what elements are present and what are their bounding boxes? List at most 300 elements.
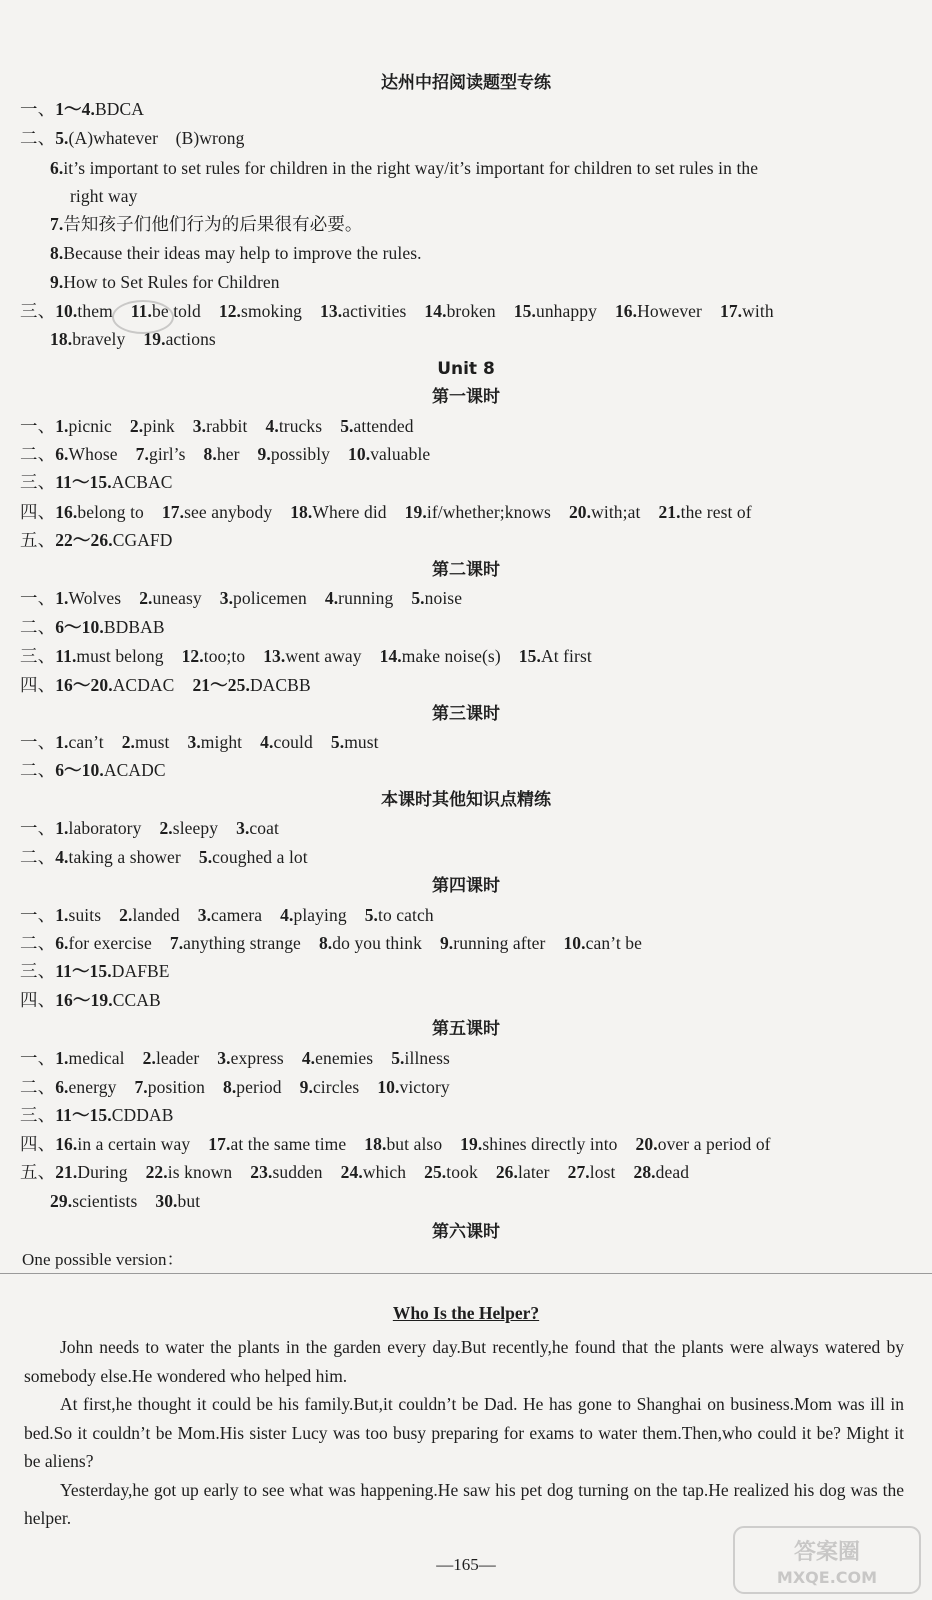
answer-item: [55, 846, 181, 868]
watermark-logo: [732, 1525, 922, 1595]
answer-text: attended: [353, 416, 414, 436]
answer-item: [55, 616, 164, 638]
section-prefix: 五、: [20, 530, 56, 550]
answer-text: DACBB: [249, 675, 311, 695]
answer-item: [55, 645, 163, 667]
answer-text: can’t be: [585, 933, 642, 953]
answer-text: girl’s: [148, 444, 186, 464]
answer-text: express: [230, 1048, 284, 1068]
answer-item: [134, 1076, 205, 1098]
question-number: 10.: [563, 933, 586, 953]
question-number: 12.: [181, 646, 204, 666]
question-number: 8.: [50, 243, 64, 263]
answer-line: [50, 157, 758, 179]
answer-item: [348, 443, 430, 465]
answer-item: [55, 1133, 190, 1155]
answer-item: [50, 242, 422, 264]
question-number: 20.: [635, 1134, 658, 1154]
question-number: 4.: [265, 416, 279, 436]
lesson-title: 第六课时: [432, 1222, 500, 1242]
question-number: 5.: [411, 588, 425, 608]
section-prefix: 一、: [20, 905, 56, 925]
question-number: 17.: [208, 1134, 231, 1154]
question-number: 4.: [280, 905, 294, 925]
answer-line: [20, 960, 170, 982]
answer-item: [302, 1047, 373, 1069]
answer-text: trucks: [278, 416, 323, 436]
question-number: 5.: [391, 1048, 405, 1068]
answer-item: [217, 1047, 284, 1069]
answer-item: [460, 1133, 617, 1155]
answer-line: [50, 242, 422, 264]
answer-item: [55, 98, 144, 120]
answer-text: with;at: [591, 502, 641, 522]
question-number: 5.: [364, 905, 379, 925]
answer-item: [265, 415, 322, 437]
answer-item: [55, 817, 141, 839]
answer-text: sleepy: [172, 818, 219, 838]
question-number: 19.: [404, 502, 427, 522]
answer-line: [50, 213, 363, 235]
answer-text: laboratory: [68, 818, 142, 838]
answer-text: Where did: [312, 502, 387, 522]
answer-item: [496, 1161, 550, 1183]
section-prefix: 一、: [20, 588, 56, 608]
answer-text: taking a shower: [68, 847, 181, 867]
question-number: 3.: [217, 1048, 231, 1068]
answer-item: [139, 587, 202, 609]
answer-text: At first: [540, 646, 592, 666]
question-number: 6.: [55, 1077, 69, 1097]
answer-item: [258, 443, 330, 465]
answer-text: dead: [655, 1162, 690, 1182]
answer-item: [50, 157, 758, 179]
question-number: 21.: [55, 1162, 78, 1182]
answer-text: ACBAC: [111, 472, 173, 492]
answer-item: [220, 587, 307, 609]
question-number: 19.: [460, 1134, 483, 1154]
question-number: 11～15.: [55, 472, 112, 492]
answer-line: [20, 817, 279, 839]
answer-text: period: [236, 1077, 282, 1097]
answer-text: later: [518, 1162, 550, 1182]
answer-text: at the same time: [230, 1134, 347, 1154]
answer-item: [341, 1161, 406, 1183]
question-number: 21～25.: [192, 675, 250, 695]
answer-text: medical: [68, 1048, 125, 1068]
answer-text: make noise(s): [401, 646, 501, 666]
question-number: 2.: [121, 732, 136, 752]
answer-item: [70, 185, 137, 207]
answer-line: [50, 271, 280, 293]
answer-text: Whose: [68, 444, 118, 464]
question-number: 9.: [50, 272, 64, 292]
answer-line: [20, 932, 642, 954]
answer-item: [199, 846, 308, 868]
lesson-title: 第四课时: [432, 876, 500, 896]
answer-text: which: [362, 1162, 407, 1182]
question-number: 23.: [250, 1162, 273, 1182]
question-number: 8.: [203, 444, 217, 464]
answer-item: [130, 415, 175, 437]
answer-text: BDBAB: [103, 617, 165, 637]
answer-line: [20, 587, 462, 609]
answer-text: camera: [211, 905, 263, 925]
answer-text: belong to: [77, 502, 144, 522]
answer-line: [20, 616, 165, 638]
question-number: 4.: [260, 732, 274, 752]
answer-item: [55, 587, 121, 609]
answer-item: [636, 1133, 771, 1155]
answer-text: must: [344, 732, 379, 752]
section-prefix: 四、: [20, 502, 56, 522]
answer-text: sudden: [272, 1162, 323, 1182]
question-number: 28.: [633, 1162, 656, 1182]
answer-line: [20, 846, 308, 868]
question-number: 1.: [55, 1048, 69, 1068]
section-prefix: 一、: [20, 99, 56, 119]
essay-title: Who Is the Helper?: [392, 1303, 540, 1323]
question-number: 9.: [299, 1077, 313, 1097]
answer-item: [198, 904, 262, 926]
answer-item: [55, 1076, 116, 1098]
question-number: 17.: [161, 502, 185, 522]
answer-item: [219, 300, 302, 322]
answer-text: uneasy: [152, 588, 202, 608]
answer-item: [615, 300, 702, 322]
answer-text: enemies: [315, 1048, 374, 1068]
answer-text: suits: [68, 905, 102, 925]
answer-item: [320, 300, 406, 322]
answer-text: be told: [152, 301, 201, 321]
answer-item: [411, 587, 462, 609]
answer-text: rabbit: [206, 416, 248, 436]
answer-item: [204, 443, 240, 465]
answer-text: must belong: [76, 646, 164, 666]
question-number: 5.: [330, 732, 345, 752]
section-prefix: 二、: [20, 847, 56, 867]
answer-text: too;to: [203, 646, 246, 666]
question-number: 30.: [155, 1191, 178, 1211]
question-number: 3.: [192, 416, 207, 436]
answer-item: [331, 731, 379, 753]
question-number: 4.: [324, 588, 339, 608]
answer-item: [50, 328, 125, 350]
lesson-title: 第三课时: [432, 704, 500, 724]
answer-item: [325, 587, 393, 609]
answer-item: [263, 645, 361, 667]
answer-text: Wolves: [68, 588, 122, 608]
answer-text: coughed a lot: [212, 847, 308, 867]
answer-item: [633, 1161, 689, 1183]
answer-item: [55, 989, 161, 1011]
answer-text: circles: [312, 1077, 360, 1097]
answer-text: 告知孩子们他们行为的后果很有必要。: [63, 214, 363, 234]
question-number: 14.: [379, 646, 402, 666]
answer-item: [300, 1076, 360, 1098]
answer-text: anything strange: [183, 933, 301, 953]
answer-item: [658, 501, 751, 523]
question-number: 11.: [130, 301, 153, 321]
answer-line: [70, 185, 137, 207]
answer-item: [55, 731, 104, 753]
answer-line: [20, 904, 434, 926]
question-number: 11～15.: [55, 1105, 112, 1125]
question-number: 6～10.: [55, 760, 104, 780]
answer-line: [20, 471, 173, 493]
answer-text: CCAB: [112, 990, 161, 1010]
answer-item: [250, 1161, 322, 1183]
question-number: 1.: [55, 905, 69, 925]
question-number: 7.: [134, 1077, 148, 1097]
question-number: 10.: [377, 1077, 400, 1097]
question-number: 10.: [348, 444, 371, 464]
question-number: 29.: [50, 1191, 73, 1211]
answer-text: energy: [68, 1077, 117, 1097]
question-number: 7.: [169, 933, 184, 953]
answer-item: [377, 1076, 449, 1098]
answer-item: [122, 731, 170, 753]
answer-line: [20, 1076, 450, 1098]
question-number: 1.: [55, 416, 69, 436]
answer-line: [20, 645, 592, 667]
answer-text: took: [446, 1162, 478, 1182]
answer-line: [20, 98, 144, 120]
question-number: 1.: [55, 588, 69, 608]
lesson-title: 本课时其他知识点精练: [381, 790, 551, 810]
question-number: 10.: [55, 301, 78, 321]
answer-item: [55, 529, 172, 551]
divider-line: [0, 1273, 932, 1274]
answer-line: [20, 1047, 450, 1069]
answer-line: [20, 759, 166, 781]
answer-text: ACDAC: [112, 675, 175, 695]
answer-text: landed: [132, 905, 180, 925]
answer-item: [50, 213, 363, 235]
question-number: 9.: [439, 933, 454, 953]
section-prefix: 一、: [20, 732, 56, 752]
question-number: 15.: [518, 646, 541, 666]
answer-item: [55, 960, 169, 982]
question-number: 3.: [236, 818, 250, 838]
answer-text: over a period of: [657, 1134, 771, 1154]
question-number: 3.: [219, 588, 234, 608]
answer-text: leader: [155, 1048, 200, 1068]
answer-line: [20, 127, 245, 149]
answer-text: must: [135, 732, 170, 752]
answer-item: [260, 731, 313, 753]
lesson-title: 第二课时: [432, 560, 500, 580]
answer-text: victory: [399, 1077, 450, 1097]
answer-text: BDCA: [94, 99, 145, 119]
section-prefix: 三、: [20, 961, 56, 981]
section-prefix: 三、: [20, 301, 56, 321]
answer-item: [55, 1104, 173, 1126]
answer-item: [55, 904, 101, 926]
section-prefix: 一、: [20, 1048, 56, 1068]
answer-text: policemen: [233, 588, 307, 608]
answer-text: with: [742, 301, 774, 321]
answer-text: do you think: [332, 933, 422, 953]
answer-text: actions: [165, 329, 216, 349]
answer-text: unhappy: [535, 301, 597, 321]
question-number: 18.: [50, 329, 73, 349]
answer-text: broken: [446, 301, 496, 321]
section-prefix: 四、: [20, 990, 56, 1010]
answer-text: the rest of: [680, 502, 752, 522]
section-prefix: 五、: [20, 1162, 56, 1182]
question-number: 16.: [614, 301, 638, 321]
question-number: 4.: [301, 1048, 316, 1068]
answer-line: [20, 501, 752, 523]
section-prefix: 一、: [20, 818, 56, 838]
answer-item: [55, 127, 244, 149]
answer-item: [119, 904, 180, 926]
answer-text: is known: [167, 1162, 233, 1182]
answer-item: [50, 1190, 137, 1212]
lesson-title: 第五课时: [432, 1019, 500, 1039]
answer-item: [568, 1161, 616, 1183]
question-number: 14.: [424, 301, 447, 321]
answer-item: [162, 501, 272, 523]
question-number: 22～26.: [55, 530, 113, 550]
answer-text: running after: [453, 933, 546, 953]
essay-paragraph: John needs to water the plants in the garden every day.But recently,he found that the plants were always watered by somebody else.He wondered who helped him.: [24, 1337, 904, 1386]
essay-paragraph: Yesterday,he got up early to see what was happening.He saw his pet dog turning on the tap.He realized his dog was the helper.: [24, 1479, 904, 1528]
answer-line: [20, 989, 161, 1011]
answer-item: [55, 932, 152, 954]
answer-text: for exercise: [68, 933, 152, 953]
answer-item: [208, 1133, 346, 1155]
question-number: 9.: [257, 444, 271, 464]
answer-item: [187, 731, 242, 753]
question-number: 16～20.: [55, 675, 113, 695]
answer-item: [193, 415, 248, 437]
answer-item: [55, 759, 165, 781]
question-number: 7.: [135, 444, 149, 464]
answer-text: picnic: [68, 416, 112, 436]
answer-text: How to Set Rules for Children: [63, 272, 280, 292]
section-title: 达州中招阅读题型专练: [381, 73, 551, 93]
answer-text: but: [177, 1191, 201, 1211]
answer-text: but also: [386, 1134, 443, 1154]
section-prefix: 一、: [20, 416, 56, 436]
section-prefix: 二、: [20, 1077, 56, 1097]
section-prefix: 二、: [20, 444, 56, 464]
answer-text: pink: [143, 416, 175, 436]
answer-line: [20, 415, 414, 437]
question-number: 27.: [567, 1162, 590, 1182]
answer-item: [159, 817, 218, 839]
section-prefix: 三、: [20, 646, 56, 666]
question-number: 3.: [187, 732, 201, 752]
answer-item: [319, 932, 422, 954]
answer-item: [365, 904, 434, 926]
unit-title: Unit 8: [437, 359, 495, 379]
question-number: 8.: [318, 933, 333, 953]
section-prefix: 三、: [20, 472, 56, 492]
answer-item: [340, 415, 413, 437]
answer-text: valuable: [370, 444, 431, 464]
section-prefix: 四、: [20, 1134, 56, 1154]
question-number: 1.: [55, 818, 69, 838]
question-number: 11～15.: [55, 961, 112, 981]
answer-item: [55, 415, 112, 437]
answer-item: [143, 1047, 200, 1069]
svg-text:答案圈: 答案圈: [793, 1540, 861, 1565]
answer-text: CDDAB: [111, 1105, 174, 1125]
answer-item: [405, 501, 551, 523]
answer-text: might: [200, 732, 243, 752]
answer-item: [424, 300, 495, 322]
answer-text: in a certain way: [77, 1134, 191, 1154]
page-number: —165—: [436, 1555, 496, 1574]
section-prefix: 三、: [20, 1105, 56, 1125]
answer-text: lost: [589, 1162, 616, 1182]
question-number: 5.: [55, 128, 69, 148]
answer-line: [20, 731, 379, 753]
question-number: 5.: [340, 416, 354, 436]
section-prefix: 二、: [20, 933, 56, 953]
answer-item: [563, 932, 642, 954]
answer-text: smoking: [241, 301, 303, 321]
answer-item: [55, 471, 172, 493]
question-number: 13.: [263, 646, 286, 666]
answer-line: [20, 1161, 689, 1183]
answer-text: activities: [342, 301, 407, 321]
question-number: 24.: [340, 1162, 363, 1182]
answer-item: [424, 1161, 478, 1183]
question-number: 6～10.: [55, 617, 104, 637]
answer-text: her: [216, 444, 240, 464]
answer-line: [50, 1190, 200, 1212]
question-number: 18.: [290, 502, 313, 522]
question-number: 1～4.: [55, 99, 95, 119]
question-number: 20.: [568, 502, 592, 522]
answer-text: it’s important to set rules for children in the right way/it’s important for children to set rules in the: [63, 158, 759, 178]
answer-text: illness: [404, 1048, 450, 1068]
answer-item: [55, 443, 117, 465]
answer-item: [290, 501, 386, 523]
answer-text: bravely: [72, 329, 126, 349]
answer-item: [440, 932, 546, 954]
question-number: 6.: [55, 444, 69, 464]
answer-item: [223, 1076, 282, 1098]
answer-text: could: [273, 732, 313, 752]
answer-line: [20, 1133, 771, 1155]
answer-item: [55, 1161, 127, 1183]
answer-item: [55, 501, 144, 523]
essay-paragraph: At first,he thought it could be his family.But,it couldn’t be Dad. He has gone to Shanghai on business.Mom was ill in bed.So it couldn’t be Mom.His sister Lucy was too busy preparing for exams to water them.Then,who could it be? Might it be aliens?: [24, 1394, 904, 1471]
question-number: 21.: [658, 502, 681, 522]
question-number: 16.: [55, 502, 78, 522]
lesson-title: 第一课时: [432, 387, 500, 407]
question-number: 15.: [513, 301, 536, 321]
question-number: 19.: [143, 329, 166, 349]
answer-item: [280, 904, 347, 926]
section-prefix: 二、: [20, 128, 56, 148]
question-number: 16～19.: [55, 990, 113, 1010]
answer-text: to catch: [378, 905, 434, 925]
answer-text: if/whether;knows: [426, 502, 551, 522]
answer-item: [192, 674, 310, 696]
answer-item: [55, 1047, 124, 1069]
answer-item: [514, 300, 597, 322]
stamp-mark: [112, 300, 174, 334]
question-number: 5.: [198, 847, 213, 867]
answer-item: [720, 300, 774, 322]
answer-item: [182, 645, 246, 667]
